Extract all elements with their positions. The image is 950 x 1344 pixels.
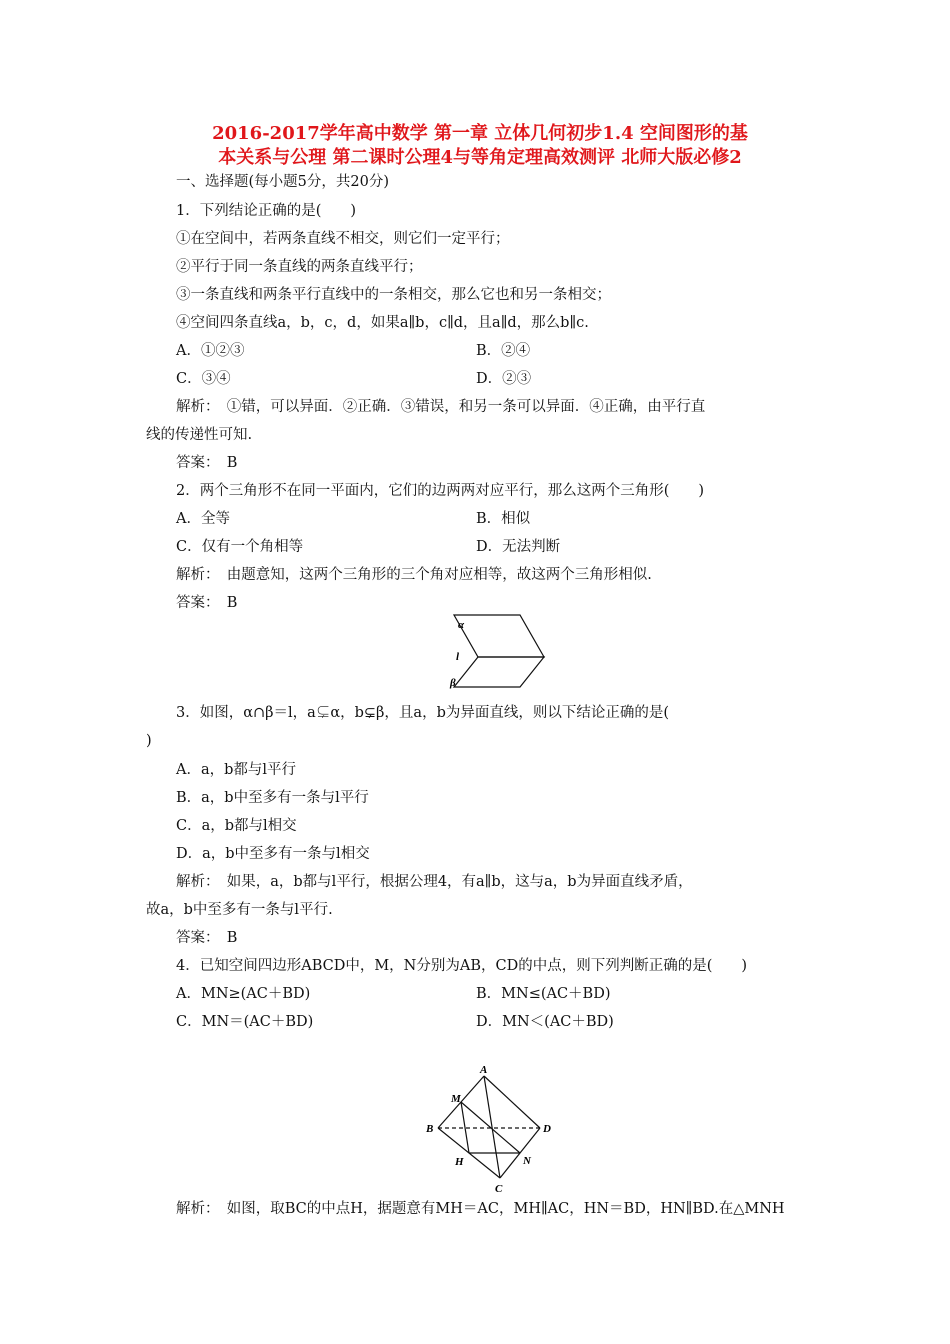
- plane-beta: [454, 657, 544, 687]
- q1-statement-1: ①在空间中，若两条直线不相交，则它们一定平行；: [176, 231, 510, 247]
- q2-option-b: B．相似: [476, 511, 531, 527]
- document-title-line-2: 本关系与公理 第二课时公理4与等角定理高效测评 北师大版必修2: [218, 147, 742, 168]
- q2-answer: 答案： B: [176, 595, 238, 611]
- q1-option-b: B．②④: [476, 343, 531, 359]
- q1-analysis-line-1: 解析： ①错，可以异面．②正确．③错误，和另一条可以异面．④正确，由平行直: [176, 399, 706, 415]
- label-l: l: [456, 651, 460, 663]
- tetrahedron-figure: [420, 1062, 560, 1197]
- label-A: A: [480, 1064, 488, 1076]
- q4-option-b: B．MN≤(AC＋BD): [476, 986, 611, 1002]
- label-D: D: [543, 1123, 551, 1135]
- q1-statement-2: ②平行于同一条直线的两条直线平行；: [176, 259, 423, 275]
- label-H: H: [455, 1156, 464, 1168]
- edge-AD: [484, 1076, 540, 1128]
- q2-stem: 2．两个三角形不在同一平面内，它们的边两两对应平行，那么这两个三角形( ): [176, 483, 705, 499]
- q4-analysis: 解析： 如图，取BC的中点H，据题意有MH＝AC，MH∥AC，HN＝BD，HN∥BD.在△MNH: [176, 1201, 785, 1217]
- label-B: B: [426, 1123, 434, 1135]
- q4-option-c: C．MN＝(AC＋BD): [176, 1014, 314, 1030]
- q1-analysis-line-2: 线的传递性可知.: [146, 427, 253, 443]
- label-C: C: [495, 1183, 503, 1195]
- q1-option-a: A．①②③: [176, 343, 245, 359]
- q3-option-d: D．a，b中至多有一条与l相交: [176, 846, 370, 862]
- q3-stem-line-1: 3．如图，α∩β＝l，a⊊α，b⊊β，且a，b为异面直线，则以下结论正确的是(: [176, 705, 670, 721]
- q3-stem-line-2: ): [146, 733, 152, 749]
- edge-AC: [484, 1076, 500, 1178]
- q4-option-a: A．MN≥(AC＋BD): [176, 986, 311, 1002]
- q1-answer: 答案： B: [176, 455, 238, 471]
- q1-option-c: C．③④: [176, 371, 231, 387]
- q1-stem: 1．下列结论正确的是( ): [176, 203, 357, 219]
- q3-analysis-line-2: 故a，b中至多有一条与l平行.: [146, 902, 333, 918]
- q4-stem: 4．已知空间四边形ABCD中，M，N分别为AB，CD的中点，则下列判断正确的是( ): [176, 958, 748, 974]
- label-beta: β: [450, 677, 456, 689]
- q3-option-a: A．a，b都与l平行: [176, 762, 297, 778]
- q2-analysis: 解析： 由题意知，这两个三角形的三个角对应相等，故这两个三角形相似.: [176, 567, 652, 583]
- two-planes-figure: [440, 612, 550, 692]
- q3-answer: 答案： B: [176, 930, 238, 946]
- q2-option-a: A．全等: [176, 511, 230, 527]
- plane-alpha: [454, 615, 544, 657]
- q1-statement-3: ③一条直线和两条平行直线中的一条相交，那么它也和另一条相交；: [176, 287, 611, 303]
- q3-analysis-line-1: 解析： 如果，a，b都与l平行，根据公理4，有a∥b，这与a，b为异面直线矛盾，: [176, 874, 693, 890]
- q4-option-d: D．MN＜(AC＋BD): [476, 1014, 614, 1030]
- q2-option-c: C．仅有一个角相等: [176, 539, 304, 555]
- q3-option-b: B．a，b中至多有一条与l平行: [176, 790, 369, 806]
- label-alpha: α: [458, 619, 465, 631]
- q2-option-d: D．无法判断: [476, 539, 561, 555]
- q1-option-d: D．②③: [476, 371, 532, 387]
- q3-option-c: C．a，b都与l相交: [176, 818, 297, 834]
- label-N: N: [523, 1155, 531, 1167]
- document-title-line-1: 2016-2017学年高中数学 第一章 立体几何初步1.4 空间图形的基: [212, 123, 748, 144]
- section-heading: 一、选择题(每小题5分，共20分): [176, 174, 389, 190]
- q1-statement-4: ④空间四条直线a，b，c，d，如果a∥b，c∥d，且a∥d，那么b∥c.: [176, 315, 589, 331]
- label-M: M: [451, 1093, 461, 1105]
